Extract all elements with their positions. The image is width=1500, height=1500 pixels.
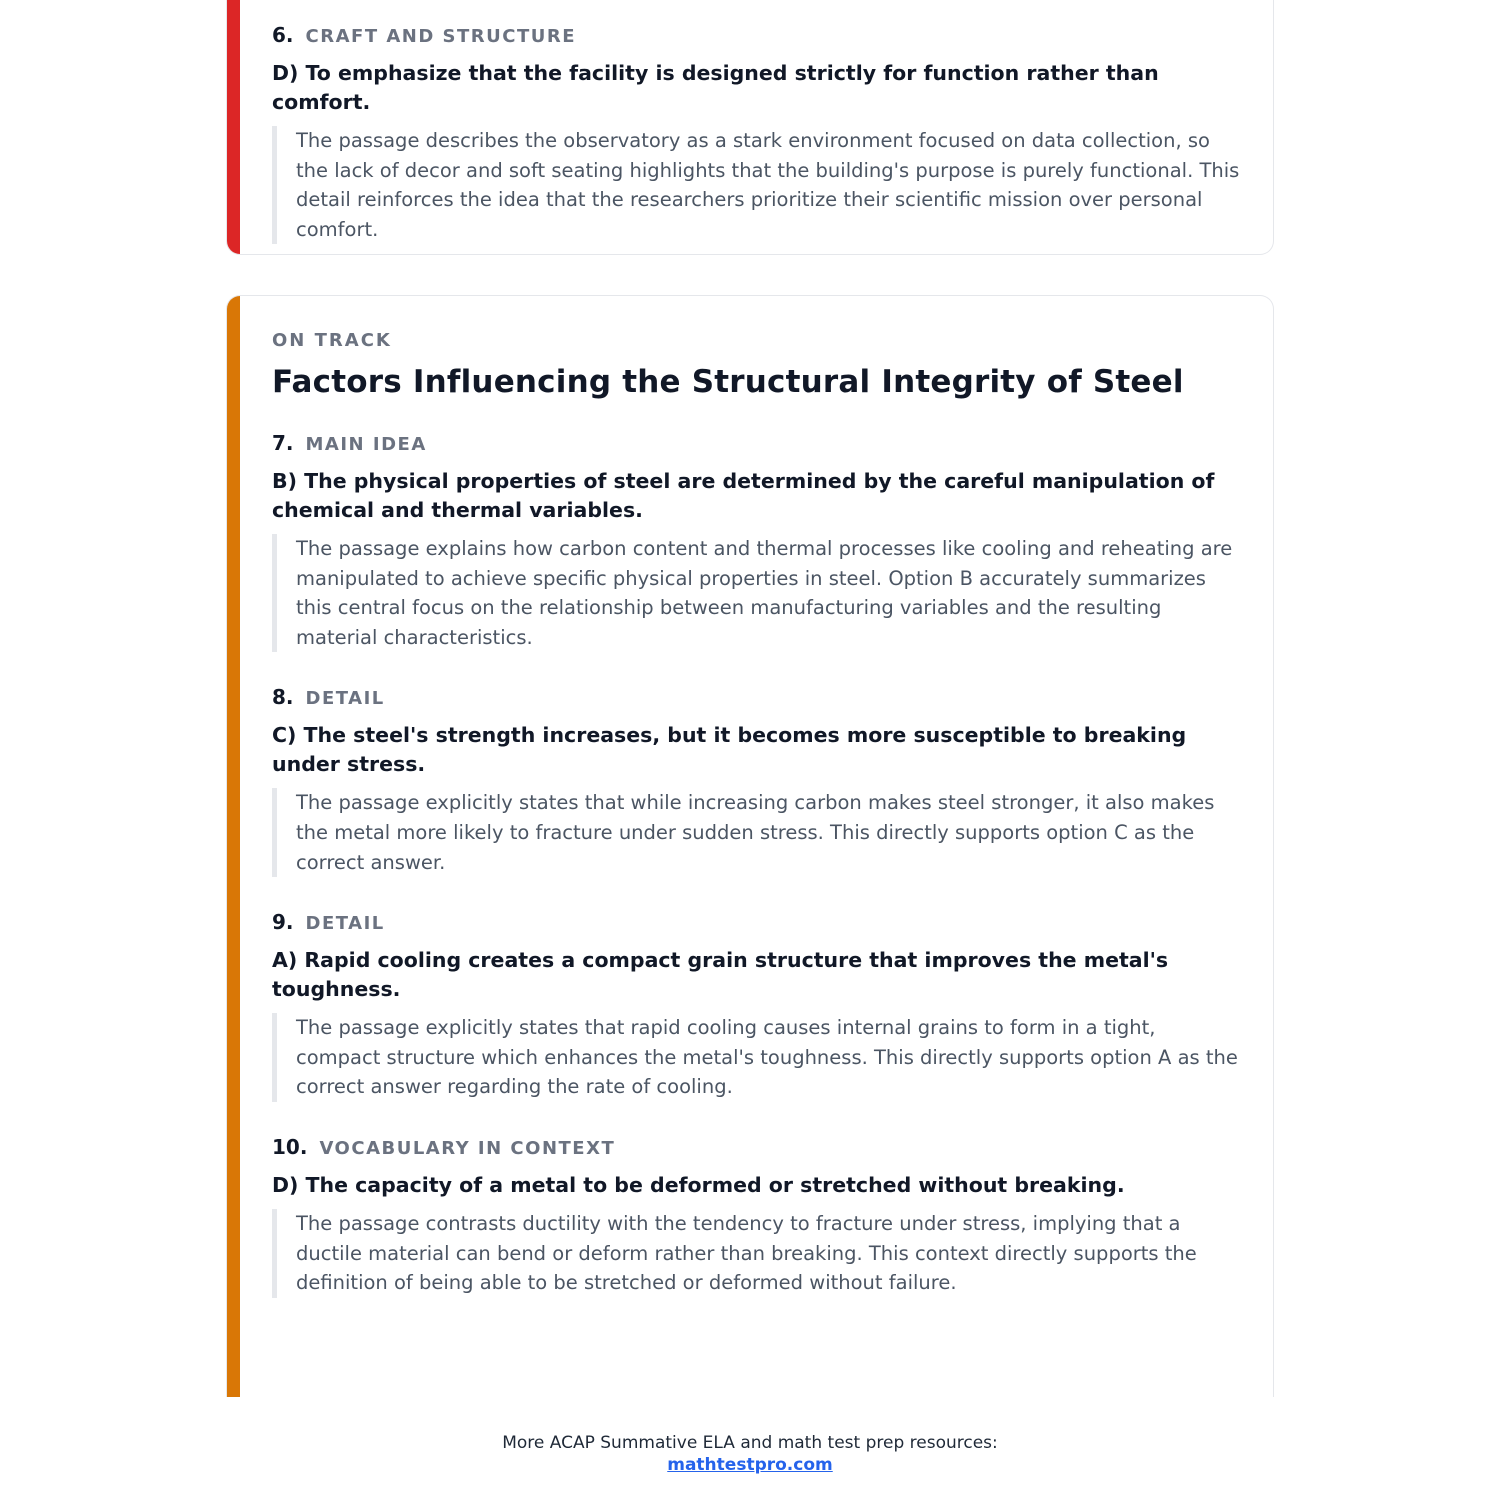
results-card-on-track xyxy=(226,295,1274,1397)
question-header xyxy=(272,1132,1243,1164)
card-content xyxy=(272,20,1243,255)
status-label: ON TRACK xyxy=(272,330,392,351)
footer-text: More ACAP Summative ELA and math test prep resources: xyxy=(502,1433,998,1453)
correct-answer: D) The capacity of a metal to be deformed or stretched without breaking. xyxy=(272,1172,1125,1197)
answer-explanation: The passage describes the observatory as a stark environment focused on data collection, so the lack of decor and soft seating highlights that the building's purpose is purely functional. This detail reinforces the idea that the researchers prioritize their scientific mission over personal comfort. xyxy=(272,126,1243,244)
question-item xyxy=(272,428,1243,652)
passage-title: Factors Influencing the Structural Integrity of Steel xyxy=(272,364,1184,400)
question-category: CRAFT AND STRUCTURE xyxy=(305,26,577,47)
question-item xyxy=(272,682,1243,877)
question-header xyxy=(272,428,1243,460)
answer-explanation: The passage explicitly states that while increasing carbon makes steel stronger, it also makes the metal more likely to fracture under sudden stress. This directly supports option C as the correct answer. xyxy=(272,788,1243,877)
correct-answer: B) The physical properties of steel are determined by the careful manipulation of chemical and thermal variables. xyxy=(272,469,1215,522)
correct-answer: C) The steel's strength increases, but it becomes more susceptible to breaking under stress. xyxy=(272,723,1187,777)
question-number: 7. xyxy=(272,431,294,455)
card-content xyxy=(272,326,1243,1328)
question-category: DETAIL xyxy=(305,913,385,935)
question-category: DETAIL xyxy=(305,688,385,710)
question-number: 9. xyxy=(272,910,294,935)
question-category: MAIN IDEA xyxy=(305,434,427,455)
question-item xyxy=(272,1132,1243,1298)
question-number: 8. xyxy=(272,685,294,710)
results-card-off-track xyxy=(226,0,1274,255)
question-item xyxy=(272,20,1243,244)
answer-explanation: The passage explicitly states that rapid cooling causes internal grains to form in a tight, compact structure which enhances the metal's toughness. This directly supports option A as the correct answer regarding the rate of cooling. xyxy=(272,1013,1243,1102)
answer-explanation: The passage explains how carbon content and thermal processes like cooling and reheating are manipulated to achieve specific physical properties in steel. Option B accurately summarizes this central focus on the relationship between manufacturing variables and the resulting material characteristics. xyxy=(272,534,1243,652)
footer-link[interactable]: mathtestpro.com xyxy=(667,1455,833,1475)
question-category: VOCABULARY IN CONTEXT xyxy=(319,1137,616,1159)
question-header xyxy=(272,907,1243,939)
question-header xyxy=(272,20,1243,52)
correct-answer: A) Rapid cooling creates a compact grain structure that improves the metal's toughness. xyxy=(272,948,1169,1002)
question-header xyxy=(272,682,1243,714)
correct-answer: D) To emphasize that the facility is designed strictly for function rather than comfort. xyxy=(272,61,1159,114)
footer xyxy=(0,1432,1500,1476)
answer-explanation: The passage contrasts ductility with the tendency to fracture under stress, implying that a ductile material can bend or deform rather than breaking. This context directly supports the definition of being able to be stretched or deformed without failure. xyxy=(272,1209,1243,1298)
question-number: 10. xyxy=(272,1134,308,1159)
question-item xyxy=(272,907,1243,1102)
question-number: 6. xyxy=(272,23,294,47)
